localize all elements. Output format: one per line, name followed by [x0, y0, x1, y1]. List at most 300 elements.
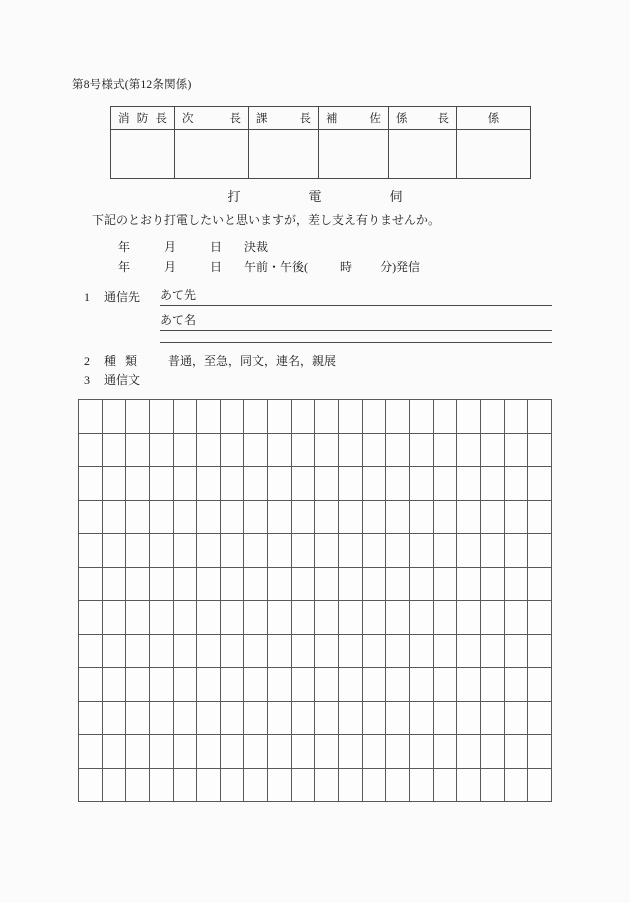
manuscript-grid-cell[interactable] [480, 433, 504, 467]
manuscript-grid-cell[interactable] [79, 534, 103, 568]
manuscript-grid-row [79, 567, 552, 601]
approval-header-char: 長 [437, 113, 449, 125]
manuscript-grid-cell[interactable] [149, 433, 173, 467]
stamp-cell[interactable] [389, 130, 457, 179]
stamp-cell[interactable] [111, 130, 175, 179]
hour-label: 時 [340, 260, 353, 274]
manuscript-grid-cell[interactable] [480, 567, 504, 601]
manuscript-grid-cell[interactable] [339, 701, 363, 735]
field-extra-line[interactable] [160, 340, 552, 343]
manuscript-grid-cell[interactable] [291, 433, 315, 467]
manuscript-grid-cell[interactable] [197, 400, 221, 434]
section-2-options[interactable]: 普通，至急，同文，連名，親展 [168, 354, 337, 368]
manuscript-grid-cell[interactable] [149, 601, 173, 635]
approval-header-char: 補 [326, 113, 338, 125]
manuscript-grid-row [79, 668, 552, 702]
manuscript-grid-cell[interactable] [362, 768, 386, 802]
manuscript-grid-cell[interactable] [102, 534, 126, 568]
manuscript-grid-cell[interactable] [126, 634, 150, 668]
manuscript-grid-cell[interactable] [315, 534, 339, 568]
manuscript-grid-cell[interactable] [197, 701, 221, 735]
stamp-cell[interactable] [319, 130, 389, 179]
manuscript-grid-cell[interactable] [504, 768, 528, 802]
manuscript-grid-cell[interactable] [149, 668, 173, 702]
ampm-label: 午前・午後( [244, 260, 309, 274]
manuscript-grid-cell[interactable] [291, 668, 315, 702]
manuscript-grid-cell[interactable] [528, 601, 552, 635]
manuscript-grid-cell[interactable] [409, 668, 433, 702]
manuscript-grid-cell[interactable] [244, 701, 268, 735]
year-label: 年 [118, 260, 131, 274]
stamp-cell[interactable] [457, 130, 531, 179]
manuscript-grid-cell[interactable] [197, 735, 221, 769]
manuscript-grid-cell[interactable] [339, 433, 363, 467]
manuscript-grid-cell[interactable] [386, 567, 410, 601]
manuscript-grid-cell[interactable] [504, 634, 528, 668]
approval-header-cell-kakari [457, 107, 531, 130]
manuscript-grid-cell[interactable] [126, 467, 150, 501]
manuscript-grid-cell[interactable] [528, 768, 552, 802]
approval-stamp-table [110, 106, 531, 179]
manuscript-grid-cell[interactable] [173, 701, 197, 735]
manuscript-grid-cell[interactable] [79, 701, 103, 735]
manuscript-grid-cell[interactable] [268, 601, 292, 635]
manuscript-grid-cell[interactable] [268, 467, 292, 501]
manuscript-grid-cell[interactable] [457, 433, 481, 467]
manuscript-grid-cell[interactable] [126, 567, 150, 601]
manuscript-grid-cell[interactable] [409, 467, 433, 501]
manuscript-grid-cell[interactable] [79, 500, 103, 534]
manuscript-grid-cell[interactable] [149, 735, 173, 769]
manuscript-grid-cell[interactable] [126, 601, 150, 635]
manuscript-grid-cell[interactable] [220, 735, 244, 769]
manuscript-grid-cell[interactable] [244, 601, 268, 635]
approval-header-char: 課 [256, 113, 268, 125]
manuscript-grid-cell[interactable] [197, 500, 221, 534]
approval-header-cell-kakarichou [389, 107, 457, 130]
manuscript-grid-cell[interactable] [173, 400, 197, 434]
approval-header-char: 長 [229, 113, 241, 125]
manuscript-grid-cell[interactable] [386, 467, 410, 501]
manuscript-grid-cell[interactable] [339, 668, 363, 702]
manuscript-grid-cell[interactable] [220, 668, 244, 702]
manuscript-grid-cell[interactable] [457, 500, 481, 534]
section-3-label [84, 371, 140, 388]
manuscript-grid-cell[interactable] [457, 534, 481, 568]
manuscript-grid-cell[interactable] [291, 735, 315, 769]
manuscript-grid-cell[interactable] [480, 601, 504, 635]
manuscript-grid-cell[interactable] [457, 601, 481, 635]
manuscript-grid-cell[interactable] [480, 400, 504, 434]
manuscript-grid-cell[interactable] [173, 433, 197, 467]
manuscript-grid-cell[interactable] [528, 467, 552, 501]
manuscript-grid-cell[interactable] [220, 768, 244, 802]
manuscript-grid-cell[interactable] [197, 534, 221, 568]
section-1-number: 1 [84, 290, 90, 304]
manuscript-grid-cell[interactable] [339, 500, 363, 534]
manuscript-grid-cell[interactable] [504, 601, 528, 635]
manuscript-grid-cell[interactable] [528, 634, 552, 668]
manuscript-grid-cell[interactable] [528, 400, 552, 434]
manuscript-grid-cell[interactable] [433, 400, 457, 434]
section-3-title: 通信文 [104, 373, 141, 387]
manuscript-grid-cell[interactable] [291, 400, 315, 434]
month-label: 月 [164, 240, 177, 254]
manuscript-grid-cell[interactable] [480, 668, 504, 702]
manuscript-grid-cell[interactable] [197, 668, 221, 702]
manuscript-grid-cell[interactable] [409, 768, 433, 802]
manuscript-grid-cell[interactable] [339, 467, 363, 501]
manuscript-grid-cell[interactable] [102, 500, 126, 534]
manuscript-grid-cell[interactable] [386, 735, 410, 769]
manuscript-grid-cell[interactable] [409, 433, 433, 467]
manuscript-grid-cell[interactable] [244, 567, 268, 601]
manuscript-grid-cell[interactable] [268, 400, 292, 434]
manuscript-grid-cell[interactable] [409, 634, 433, 668]
manuscript-grid-cell[interactable] [339, 601, 363, 635]
manuscript-grid-cell[interactable] [291, 534, 315, 568]
manuscript-grid-cell[interactable] [457, 467, 481, 501]
manuscript-grid-cell[interactable] [102, 400, 126, 434]
manuscript-grid-cell[interactable] [362, 701, 386, 735]
manuscript-grid-cell[interactable] [79, 400, 103, 434]
manuscript-grid-row [79, 634, 552, 668]
manuscript-grid-cell[interactable] [480, 735, 504, 769]
manuscript-grid-cell[interactable] [268, 433, 292, 467]
approval-header-char: 係 [396, 113, 408, 125]
day-label: 日 [210, 240, 223, 254]
manuscript-grid-cell[interactable] [149, 701, 173, 735]
manuscript-grid-cell[interactable] [433, 701, 457, 735]
manuscript-grid-cell[interactable] [339, 634, 363, 668]
manuscript-grid-cell[interactable] [362, 634, 386, 668]
manuscript-grid-cell[interactable] [220, 634, 244, 668]
manuscript-grid-row [79, 433, 552, 467]
manuscript-grid-cell[interactable] [220, 433, 244, 467]
heading-char-1: 打 [227, 189, 241, 204]
manuscript-grid-cell[interactable] [291, 500, 315, 534]
manuscript-grid-cell[interactable] [409, 400, 433, 434]
manuscript-grid-cell[interactable] [386, 668, 410, 702]
manuscript-grid-cell[interactable] [220, 567, 244, 601]
manuscript-grid-cell[interactable] [504, 567, 528, 601]
section-2-title: 種類 [104, 354, 147, 368]
section-2-number: 2 [84, 354, 90, 368]
manuscript-grid-cell[interactable] [433, 768, 457, 802]
manuscript-grid-cell[interactable] [268, 500, 292, 534]
manuscript-grid-cell[interactable] [362, 668, 386, 702]
manuscript-grid-cell[interactable] [315, 701, 339, 735]
manuscript-grid-row [79, 500, 552, 534]
manuscript-grid-cell[interactable] [79, 467, 103, 501]
manuscript-grid-row [79, 400, 552, 434]
manuscript-grid-cell[interactable] [362, 601, 386, 635]
month-label: 月 [164, 260, 177, 274]
manuscript-grid-cell[interactable] [149, 400, 173, 434]
manuscript-grid-cell[interactable] [126, 500, 150, 534]
manuscript-grid-cell[interactable] [197, 433, 221, 467]
manuscript-grid-cell[interactable] [102, 601, 126, 635]
manuscript-grid-cell[interactable] [315, 567, 339, 601]
manuscript-grid-cell[interactable] [504, 701, 528, 735]
manuscript-grid-cell[interactable] [339, 534, 363, 568]
manuscript-grid-cell[interactable] [173, 534, 197, 568]
manuscript-grid-cell[interactable] [126, 433, 150, 467]
manuscript-grid-cell[interactable] [480, 701, 504, 735]
manuscript-grid-cell[interactable] [528, 668, 552, 702]
manuscript-grid-cell[interactable] [149, 467, 173, 501]
manuscript-grid-cell[interactable] [79, 567, 103, 601]
manuscript-grid-cell[interactable] [528, 433, 552, 467]
field-atesaki[interactable] [160, 286, 552, 306]
manuscript-grid-cell[interactable] [102, 433, 126, 467]
manuscript-grid-cell[interactable] [291, 567, 315, 601]
manuscript-grid-cell[interactable] [173, 668, 197, 702]
manuscript-grid-cell[interactable] [149, 500, 173, 534]
manuscript-grid-row [79, 701, 552, 735]
manuscript-grid-cell[interactable] [197, 768, 221, 802]
manuscript-grid-cell[interactable] [433, 735, 457, 769]
manuscript-grid-cell[interactable] [173, 567, 197, 601]
manuscript-grid-cell[interactable] [433, 567, 457, 601]
manuscript-grid-cell[interactable] [409, 701, 433, 735]
manuscript-grid-cell[interactable] [504, 433, 528, 467]
manuscript-grid-cell[interactable] [102, 467, 126, 501]
manuscript-grid-cell[interactable] [315, 467, 339, 501]
manuscript-grid-cell[interactable] [244, 768, 268, 802]
manuscript-grid-cell[interactable] [528, 701, 552, 735]
manuscript-grid-cell[interactable] [457, 400, 481, 434]
manuscript-grid-cell[interactable] [504, 500, 528, 534]
manuscript-grid-cell[interactable] [244, 668, 268, 702]
manuscript-grid-cell[interactable] [173, 735, 197, 769]
decision-date-row [118, 238, 268, 255]
manuscript-grid-cell[interactable] [220, 601, 244, 635]
manuscript-grid-cell[interactable] [291, 467, 315, 501]
document-heading [0, 186, 630, 205]
manuscript-grid-cell[interactable] [457, 567, 481, 601]
manuscript-grid-cell[interactable] [315, 433, 339, 467]
manuscript-grid-cell[interactable] [126, 768, 150, 802]
manuscript-grid-cell[interactable] [173, 601, 197, 635]
manuscript-grid-cell[interactable] [291, 768, 315, 802]
manuscript-grid-cell[interactable] [339, 567, 363, 601]
manuscript-grid-cell[interactable] [433, 601, 457, 635]
approval-header-cell-kachou [249, 107, 319, 130]
heading-char-3: 伺 [389, 189, 403, 204]
manuscript-grid-cell[interactable] [244, 400, 268, 434]
manuscript-grid-cell[interactable] [291, 601, 315, 635]
manuscript-grid-cell[interactable] [315, 500, 339, 534]
manuscript-grid-cell[interactable] [102, 735, 126, 769]
heading-char-2: 電 [308, 189, 322, 204]
manuscript-grid-cell[interactable] [457, 768, 481, 802]
manuscript-grid-cell[interactable] [126, 534, 150, 568]
manuscript-grid-cell[interactable] [433, 467, 457, 501]
manuscript-grid-cell[interactable] [504, 534, 528, 568]
manuscript-grid-cell[interactable] [173, 500, 197, 534]
manuscript-grid-cell[interactable] [409, 601, 433, 635]
year-label: 年 [118, 240, 131, 254]
manuscript-grid-cell[interactable] [126, 701, 150, 735]
field-atena[interactable] [160, 311, 552, 331]
manuscript-grid-cell[interactable] [386, 601, 410, 635]
manuscript-grid-cell[interactable] [457, 668, 481, 702]
manuscript-grid-cell[interactable] [339, 768, 363, 802]
manuscript-grid-cell[interactable] [102, 701, 126, 735]
manuscript-grid-cell[interactable] [79, 668, 103, 702]
manuscript-grid-cell[interactable] [386, 634, 410, 668]
manuscript-grid-cell[interactable] [480, 500, 504, 534]
form-number: 第8号様式(第12条関係) [72, 79, 192, 91]
manuscript-grid-cell[interactable] [244, 735, 268, 769]
manuscript-grid-cell[interactable] [457, 634, 481, 668]
manuscript-grid-cell[interactable] [79, 768, 103, 802]
manuscript-grid-cell[interactable] [126, 735, 150, 769]
manuscript-grid-cell[interactable] [149, 634, 173, 668]
manuscript-grid-cell[interactable] [409, 500, 433, 534]
manuscript-grid-cell[interactable] [362, 433, 386, 467]
manuscript-grid-cell[interactable] [362, 534, 386, 568]
approval-header-row [111, 107, 531, 130]
manuscript-grid-cell[interactable] [220, 534, 244, 568]
manuscript-grid-cell[interactable] [197, 634, 221, 668]
manuscript-grid-cell[interactable] [197, 601, 221, 635]
manuscript-grid-cell[interactable] [220, 400, 244, 434]
manuscript-grid-cell[interactable] [79, 433, 103, 467]
manuscript-grid-cell[interactable] [291, 701, 315, 735]
manuscript-grid-cell[interactable] [220, 701, 244, 735]
manuscript-grid-cell[interactable] [173, 634, 197, 668]
approval-header-char: 係 [487, 113, 500, 125]
manuscript-grid-cell[interactable] [268, 668, 292, 702]
manuscript-grid-cell[interactable] [528, 735, 552, 769]
day-label: 日 [210, 260, 223, 274]
manuscript-grid-cell[interactable] [504, 400, 528, 434]
manuscript-grid-cell[interactable] [409, 567, 433, 601]
manuscript-grid-cell[interactable] [409, 735, 433, 769]
manuscript-grid-cell[interactable] [433, 500, 457, 534]
manuscript-grid-cell[interactable] [528, 500, 552, 534]
manuscript-grid-cell[interactable] [268, 735, 292, 769]
decision-label: 決裁 [244, 240, 269, 254]
manuscript-grid-cell[interactable] [244, 634, 268, 668]
manuscript-grid-cell[interactable] [173, 467, 197, 501]
manuscript-grid-cell[interactable] [220, 467, 244, 501]
manuscript-grid-cell[interactable] [362, 400, 386, 434]
transmission-date-row [118, 258, 420, 275]
manuscript-grid-cell[interactable] [315, 400, 339, 434]
manuscript-grid-cell[interactable] [173, 768, 197, 802]
manuscript-grid-cell[interactable] [362, 735, 386, 769]
manuscript-grid-cell[interactable] [149, 534, 173, 568]
manuscript-grid-cell[interactable] [79, 735, 103, 769]
manuscript-grid-cell[interactable] [480, 467, 504, 501]
manuscript-grid-cell[interactable] [386, 433, 410, 467]
manuscript-grid-cell[interactable] [433, 634, 457, 668]
manuscript-grid-row [79, 601, 552, 635]
manuscript-grid-cell[interactable] [504, 735, 528, 769]
manuscript-grid-cell[interactable] [244, 500, 268, 534]
manuscript-grid-cell[interactable] [386, 701, 410, 735]
manuscript-grid-cell[interactable] [197, 567, 221, 601]
manuscript-grid-cell[interactable] [268, 534, 292, 568]
manuscript-grid-cell[interactable] [126, 668, 150, 702]
manuscript-grid-cell[interactable] [386, 768, 410, 802]
manuscript-grid-cell[interactable] [244, 534, 268, 568]
manuscript-grid-cell[interactable] [480, 534, 504, 568]
manuscript-grid[interactable] [78, 399, 552, 802]
manuscript-grid-cell[interactable] [197, 467, 221, 501]
manuscript-grid-cell[interactable] [244, 467, 268, 501]
manuscript-grid-cell[interactable] [480, 768, 504, 802]
approval-header-cell-hosa [319, 107, 389, 130]
manuscript-grid-body [79, 400, 552, 802]
manuscript-grid-cell[interactable] [315, 768, 339, 802]
manuscript-grid-row [79, 534, 552, 568]
manuscript-grid-cell[interactable] [102, 634, 126, 668]
manuscript-grid-cell[interactable] [386, 400, 410, 434]
manuscript-grid-cell[interactable] [149, 567, 173, 601]
manuscript-grid-cell[interactable] [362, 567, 386, 601]
manuscript-grid-cell[interactable] [528, 534, 552, 568]
approval-header-char: 防 [136, 113, 149, 125]
manuscript-grid-cell[interactable] [79, 601, 103, 635]
approval-header-cell-jichou [175, 107, 249, 130]
manuscript-grid-cell[interactable] [102, 768, 126, 802]
manuscript-grid-cell[interactable] [268, 567, 292, 601]
manuscript-grid-cell[interactable] [268, 634, 292, 668]
manuscript-grid-cell[interactable] [362, 500, 386, 534]
manuscript-grid-cell[interactable] [220, 500, 244, 534]
manuscript-grid-cell[interactable] [528, 567, 552, 601]
manuscript-grid-row [79, 768, 552, 802]
manuscript-grid-cell[interactable] [433, 433, 457, 467]
minute-send-label: 分)発信 [380, 260, 421, 274]
stamp-cell[interactable] [249, 130, 319, 179]
manuscript-grid-cell[interactable] [504, 668, 528, 702]
manuscript-grid-cell[interactable] [79, 634, 103, 668]
manuscript-grid-cell[interactable] [315, 601, 339, 635]
manuscript-grid-cell[interactable] [409, 534, 433, 568]
intro-sentence: 下記のとおり打電したいと思いますが，差し支え有りませんか。 [92, 213, 441, 227]
manuscript-grid-cell[interactable] [291, 634, 315, 668]
manuscript-grid-cell[interactable] [149, 768, 173, 802]
manuscript-grid-cell[interactable] [268, 701, 292, 735]
manuscript-grid-cell[interactable] [244, 433, 268, 467]
manuscript-grid-cell[interactable] [315, 668, 339, 702]
manuscript-grid-cell[interactable] [386, 534, 410, 568]
manuscript-grid-cell[interactable] [268, 768, 292, 802]
stamp-cell[interactable] [175, 130, 249, 179]
approval-header-char: 長 [299, 113, 311, 125]
manuscript-grid-cell[interactable] [339, 400, 363, 434]
manuscript-grid-cell[interactable] [315, 735, 339, 769]
manuscript-grid-cell[interactable] [457, 701, 481, 735]
manuscript-grid-cell[interactable] [457, 735, 481, 769]
manuscript-grid-cell[interactable] [386, 500, 410, 534]
manuscript-grid-cell[interactable] [504, 467, 528, 501]
manuscript-grid-cell[interactable] [362, 467, 386, 501]
manuscript-grid-cell[interactable] [102, 567, 126, 601]
manuscript-grid-cell[interactable] [102, 668, 126, 702]
manuscript-grid-cell[interactable] [480, 634, 504, 668]
manuscript-grid-cell[interactable] [433, 668, 457, 702]
manuscript-grid-cell[interactable] [339, 735, 363, 769]
manuscript-grid-cell[interactable] [126, 400, 150, 434]
manuscript-grid-cell[interactable] [315, 634, 339, 668]
manuscript-grid-cell[interactable] [433, 534, 457, 568]
